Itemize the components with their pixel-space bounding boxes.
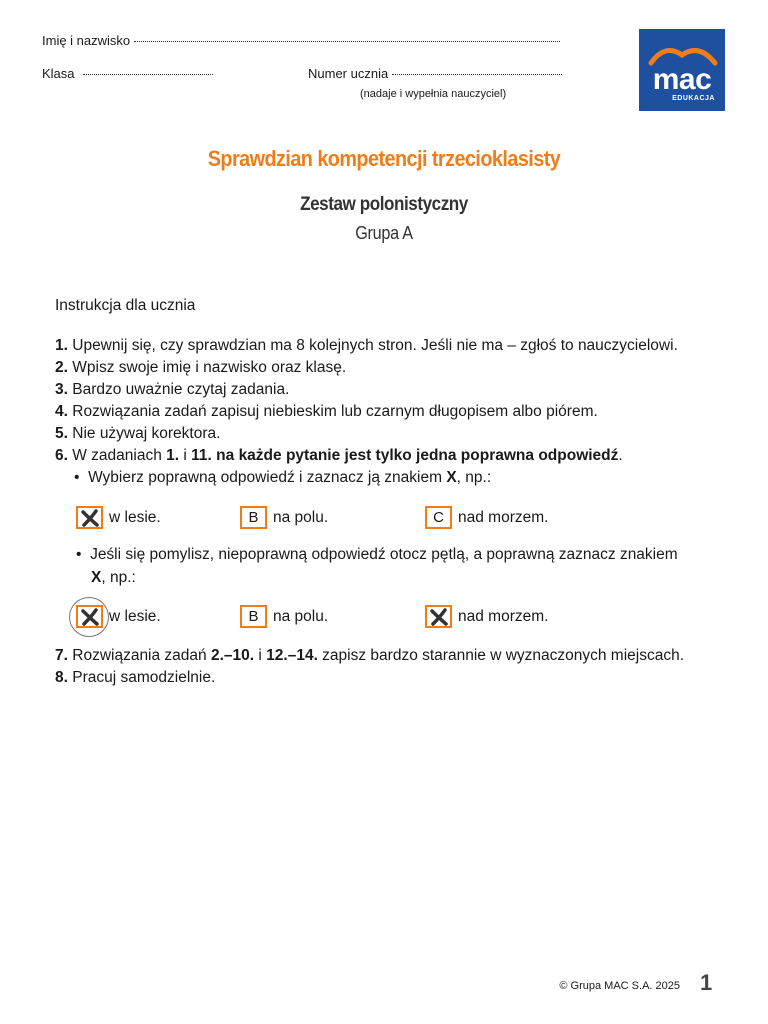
name-label: Imię i nazwisko: [42, 33, 131, 48]
rule-number: 3.: [55, 381, 68, 398]
mac-logo: [639, 29, 725, 111]
example2-option-c: [425, 605, 548, 628]
rule-number: 7.: [55, 647, 68, 664]
answer-box-c-marked[interactable]: [425, 605, 452, 628]
answer-box-a[interactable]: [76, 506, 103, 529]
example2-option-b: [240, 605, 328, 628]
rule-8: [55, 669, 215, 687]
number-field[interactable]: [308, 66, 562, 81]
page-subtitle: Zestaw polonistyczny: [300, 194, 468, 215]
x-mark-icon: [80, 607, 100, 627]
bullet-text: Wybierz poprawną odpowiedź i zaznacz ją znakiem: [88, 469, 447, 486]
rule-3: [55, 381, 289, 399]
class-line[interactable]: [83, 74, 213, 75]
option-text: nad morzem.: [458, 607, 549, 625]
number-line[interactable]: [392, 74, 562, 75]
page-title: Sprawdzian kompetencji trzecioklasisty: [207, 146, 561, 171]
logo-wordmark: mac: [652, 63, 712, 96]
option-text: na polu.: [273, 508, 329, 526]
rule-text: Rozwiązania zadań: [72, 647, 211, 664]
bullet-dot-icon: •: [74, 469, 80, 486]
class-field[interactable]: [42, 66, 213, 81]
answer-box-a-circled[interactable]: [76, 605, 103, 628]
example1-option-c: [425, 506, 548, 529]
bullet-2-continued: [91, 569, 136, 587]
rule-text: i: [254, 647, 267, 664]
rule-text: Rozwiązania zadań zapisuj niebieskim lub czarnym długopisem albo piórem.: [72, 403, 598, 420]
option-text: w lesie.: [109, 508, 161, 526]
x-mark-icon: [80, 508, 100, 528]
rule-number: 5.: [55, 425, 68, 442]
rule-1: [55, 337, 678, 355]
rule-emphasis: 2.–10.: [210, 647, 255, 664]
rule-emphasis: 1.: [166, 447, 180, 464]
rule-number: 1.: [55, 337, 68, 354]
rule-text: Pracuj samodzielnie.: [72, 669, 216, 686]
rule-emphasis: 11. na każde pytanie jest tylko jedna poprawna odpowiedź: [191, 447, 619, 464]
rule-emphasis: 12.–14.: [266, 647, 318, 664]
answer-box-b[interactable]: B: [240, 605, 267, 628]
rule-7: [55, 647, 684, 665]
page-number: 1: [700, 970, 713, 995]
rule-number: 8.: [55, 669, 68, 686]
bullet-2: [76, 546, 678, 564]
rule-5: [55, 425, 220, 443]
name-line[interactable]: [134, 41, 560, 42]
instructions-heading: Instrukcja dla ucznia: [55, 297, 196, 314]
rule-6: [55, 447, 623, 465]
bullet-text: Jeśli się pomylisz, niepoprawną odpowiedź otocz pętlą, a poprawną zaznacz znakiem: [90, 546, 678, 563]
number-note: (nadaje i wypełnia nauczyciel): [360, 88, 507, 100]
logo-subtext: EDUKACJA: [672, 95, 715, 102]
rule-text: W zadaniach: [72, 447, 167, 464]
rule-text: Bardzo uważnie czytaj zadania.: [72, 381, 290, 398]
rule-number: 2.: [55, 359, 68, 376]
bullet-1: [74, 469, 491, 487]
bullet-text: , np.:: [456, 469, 492, 486]
option-text: na polu.: [273, 607, 329, 625]
rule-number: 6.: [55, 447, 68, 464]
number-label: Numer ucznia: [308, 66, 389, 81]
answer-box-b[interactable]: B: [240, 506, 267, 529]
example1-option-a: [76, 506, 161, 529]
name-field[interactable]: [42, 33, 560, 48]
rule-4: [55, 403, 598, 421]
rule-text: zapisz bardzo starannie w wyznaczonych miejscach.: [317, 647, 685, 664]
example1-option-b: [240, 506, 328, 529]
rule-text: Upewnij się, czy sprawdzian ma 8 kolejnych stron. Jeśli nie ma – zgłoś to nauczycielowi.: [72, 337, 678, 354]
rule-text: Wpisz swoje imię i nazwisko oraz klasę.: [72, 359, 347, 376]
rule-text: Nie używaj korektora.: [72, 425, 221, 442]
rule-2: [55, 359, 346, 377]
answer-box-c[interactable]: C: [425, 506, 452, 529]
bullet-emphasis: X: [446, 469, 457, 486]
rule-number: 4.: [55, 403, 68, 420]
class-label: Klasa: [42, 66, 75, 81]
option-text: w lesie.: [109, 607, 161, 625]
example2-option-a: [76, 605, 161, 628]
bullet-text: , np.:: [101, 569, 136, 586]
option-text: nad morzem.: [458, 508, 549, 526]
bullet-emphasis: X: [91, 569, 102, 586]
group-label: Grupa A: [355, 223, 413, 243]
bullet-dot-icon: •: [76, 546, 82, 563]
copyright: © Grupa MAC S.A. 2025: [559, 980, 680, 992]
rule-text: .: [618, 447, 623, 464]
rule-text: i: [179, 447, 192, 464]
x-mark-icon: [429, 607, 449, 627]
